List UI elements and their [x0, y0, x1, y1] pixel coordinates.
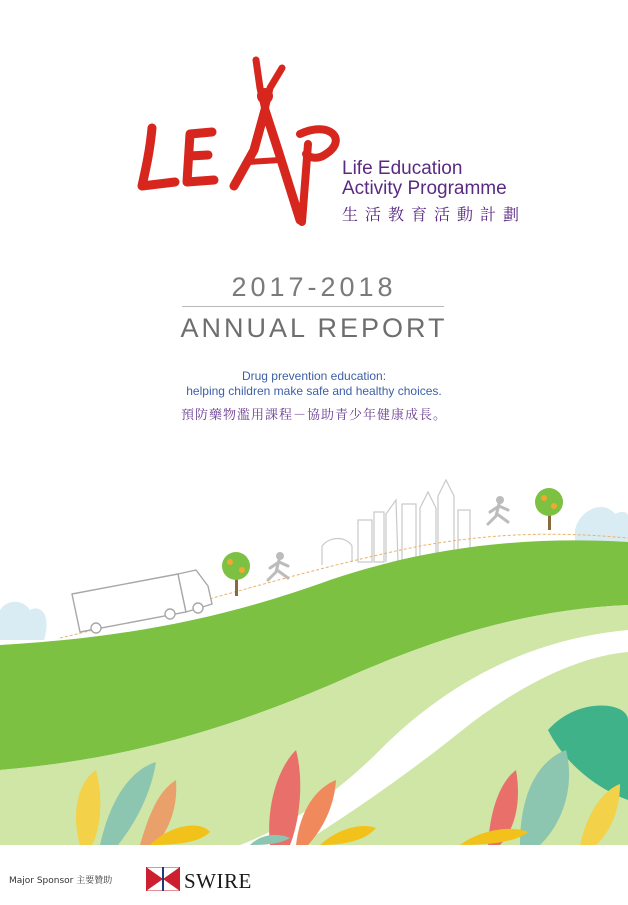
tagline-line1: Drug prevention education:	[241, 369, 387, 383]
report-year: 2017-2018	[231, 272, 397, 302]
leap-logo	[130, 50, 530, 230]
cloud-right	[575, 507, 628, 542]
logo-name-line2: Activity Programme	[342, 178, 507, 199]
sponsor-name: SWIRE	[184, 869, 252, 893]
tagline-line2: helping children make safe and healthy choices.	[186, 384, 442, 398]
title-divider	[182, 306, 444, 307]
leap-wordmark-graphic	[130, 50, 345, 230]
landscape-illustration	[0, 470, 628, 845]
logo-name-line1: Life Education	[342, 158, 463, 179]
runner-icon	[268, 552, 288, 580]
runner-icon	[488, 496, 508, 524]
cloud-left	[0, 602, 47, 640]
sponsor-label: Major Sponsor 主要贊助	[9, 876, 113, 886]
logo-name-chinese: 生活教育活動計劃	[342, 205, 527, 224]
report-title: ANNUAL REPORT	[180, 313, 448, 343]
sponsor-footer	[0, 845, 628, 905]
tagline-chinese: 預防藥物濫用課程－協助青少年健康成長。	[180, 408, 447, 423]
tree-icon	[535, 488, 563, 530]
swire-flag-icon	[146, 867, 180, 891]
